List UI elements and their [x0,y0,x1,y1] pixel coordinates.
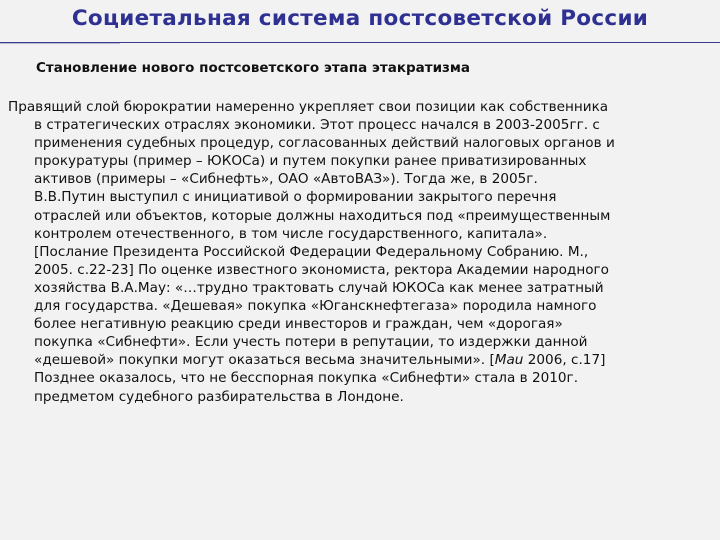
body-line: Правящий слой бюрократии намеренно укрепляет свои позиции как собственника [8,99,609,115]
body-line: 2005. с.22-23] По оценке известного экономиста, ректора Академии народного [34,261,609,278]
body-line-text: «дешевой» покупки могут оказаться весьма значительными». [ [34,352,495,369]
body-line: более негативную реакцию среди инвесторов и граждан, чем «дорогая» [34,316,563,333]
body-line: отраслей или объектов, которые должны находиться под «преимущественным [34,207,611,224]
body-line: [Послание Президента Российской Федерации Федеральному Собранию. М., [34,243,589,260]
citation-author: Mau [494,352,524,369]
slide-subtitle: Становление нового постсоветского этапа этакратизма [36,60,471,76]
body-line: покупка «Сибнефти». Если учесть потери в репутации, то издержки данной [34,334,588,351]
body-line: В.В.Путин выступил с инициативой о формировании закрытого перечня [34,189,557,206]
body-line: хозяйства В.А.Мау: «…трудно трактовать случай ЮКОСа как менее затратный [34,279,604,296]
citation-rest: 2006, с.17] [523,352,606,369]
title-divider-shade [0,43,120,44]
body-line: для государства. «Дешевая» покупка «Юганскнефтегаза» породила намного [34,298,597,315]
body-line-with-citation [8,351,708,369]
body-line: контролем отечественного, в том числе государственного, капитала». [34,225,548,242]
body-line: в стратегических отраслях экономики. Этот процесс начался в 2003-2005гг. с [34,117,600,134]
body-line: прокуратуры (пример – ЮКОСа) и путем покупки ранее приватизированных [34,153,587,170]
body-paragraph [8,98,708,406]
body-line: активов (примеры – «Сибнефть», ОАО «АвтоВАЗ»). Тогда же, в 2005г. [34,171,538,188]
slide-title: Социетальная система постсоветской России [71,6,649,31]
body-line: Позднее оказалось, что не бесспорная покупка «Сибнефти» стала в 2010г. [34,370,579,387]
body-line: предметом судебного разбирательства в Лондоне. [34,388,404,405]
body-line: применения судебных процедур, согласованных действий налоговых органов и [34,135,615,152]
